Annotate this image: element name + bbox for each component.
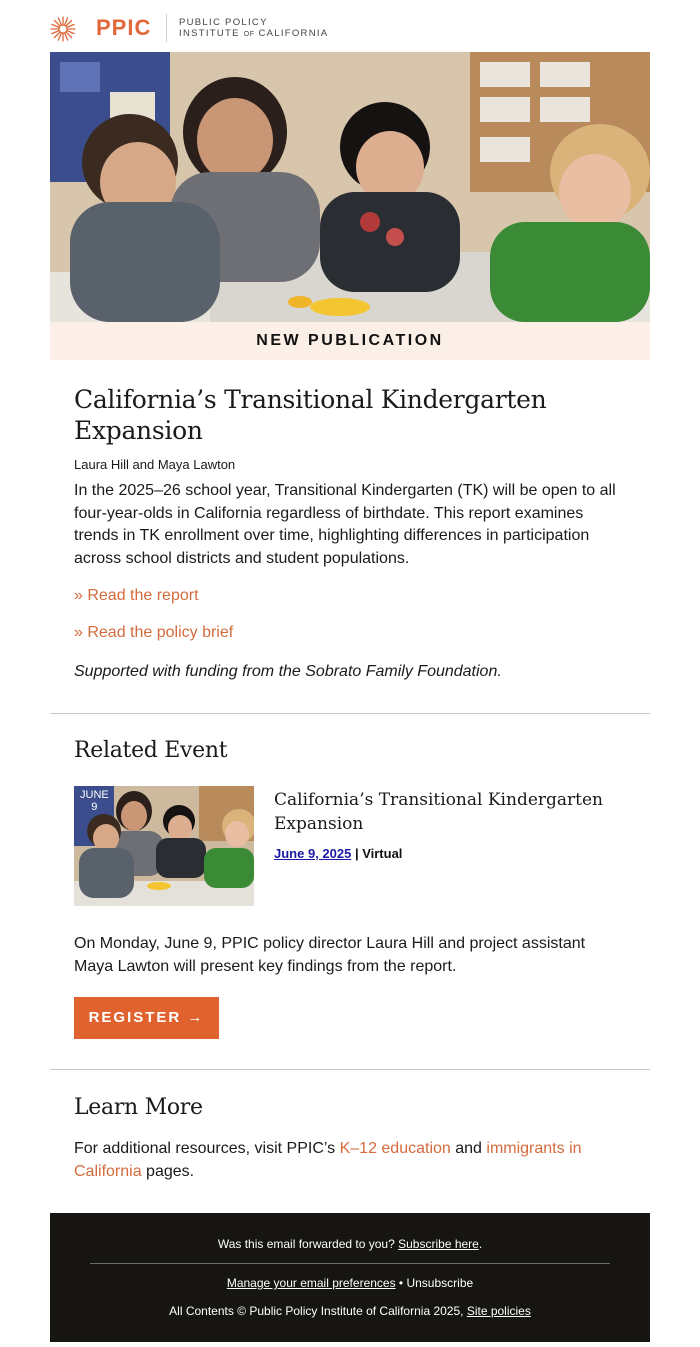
event-thumb-month: JUNE (80, 789, 109, 801)
footer (50, 1213, 650, 1342)
header (50, 0, 650, 52)
manage-preferences-link[interactable]: Manage your email preferences (226, 1276, 396, 1290)
classroom-photo (50, 52, 650, 322)
institute-line-1: PUBLIC POLICY (179, 17, 268, 28)
section-divider (50, 713, 650, 714)
event-meta (274, 846, 402, 861)
footer-bullet: • (395, 1276, 407, 1290)
event-meta-separator: | (351, 846, 363, 861)
sunburst-logo-icon (50, 16, 76, 42)
publication-title: California’s Transitional Kindergarten Expansion (74, 385, 547, 445)
event-title[interactable]: California’s Transitional Kindergarten Expansion (274, 790, 604, 834)
footer-divider (90, 1263, 610, 1264)
read-report-link[interactable]: » Read the report (74, 587, 199, 604)
funding-note: Supported with funding from the Sobrato Family Foundation. (74, 663, 502, 680)
copyright-line (50, 1304, 650, 1318)
event-date-link[interactable]: June 9, 2025 (274, 846, 352, 861)
unsubscribe-link[interactable]: Unsubscribe (406, 1276, 474, 1290)
institute-word: INSTITUTE (179, 28, 240, 39)
event-thumbnail[interactable] (74, 786, 254, 906)
copyright-text: All Contents © Public Policy Institute of California 2025, (169, 1304, 467, 1318)
publication-authors: Laura Hill and Maya Lawton (74, 457, 236, 472)
institute-of: OF (243, 31, 255, 38)
learn-more-mid: and (450, 1140, 487, 1157)
site-policies-link[interactable]: Site policies (466, 1304, 531, 1318)
event-format: Virtual (362, 846, 403, 861)
related-event-heading: Related Event (74, 738, 228, 763)
learn-more-pre: For additional resources, visit PPIC’s (74, 1140, 340, 1157)
forwarded-period: . (478, 1237, 483, 1251)
read-policy-brief-link[interactable]: » Read the policy brief (74, 624, 234, 641)
section-divider (50, 1069, 650, 1070)
event-thumb-day: 9 (91, 801, 98, 813)
new-publication-banner: NEW PUBLICATION (50, 322, 650, 360)
forwarded-text: Was this email forwarded to you? (217, 1237, 399, 1251)
preferences-line (50, 1276, 650, 1290)
event-date-tag (80, 789, 109, 813)
logo-divider (166, 14, 167, 42)
event-description: On Monday, June 9, PPIC policy director Laura Hill and project assistant Maya Lawton will present key findings from the report. (74, 935, 586, 975)
institute-california: CALIFORNIA (258, 28, 329, 39)
subscribe-link[interactable]: Subscribe here (398, 1237, 479, 1251)
immigrants-in-california-link[interactable]: immigrants in California (74, 1140, 582, 1180)
register-button[interactable]: REGISTER → (74, 997, 219, 1039)
hero-image (50, 52, 650, 322)
institute-line-2 (179, 28, 328, 40)
learn-more-heading: Learn More (74, 1095, 203, 1120)
k12-education-link[interactable]: K–12 education (339, 1140, 451, 1157)
publication-description: In the 2025–26 school year, Transitional Kindergarten (TK) will be open to all four-year-olds in California regardless of birthdate. This report examines trends in TK enrollment over time, highlighting differences in participation across school districts and student populations. (74, 482, 616, 567)
institute-name (179, 17, 328, 40)
email-body (50, 0, 650, 1318)
forwarded-line (50, 1237, 650, 1251)
learn-more-post: pages. (141, 1162, 195, 1180)
learn-more-text (74, 1138, 626, 1183)
logo-wordmark: PPIC (96, 15, 152, 40)
